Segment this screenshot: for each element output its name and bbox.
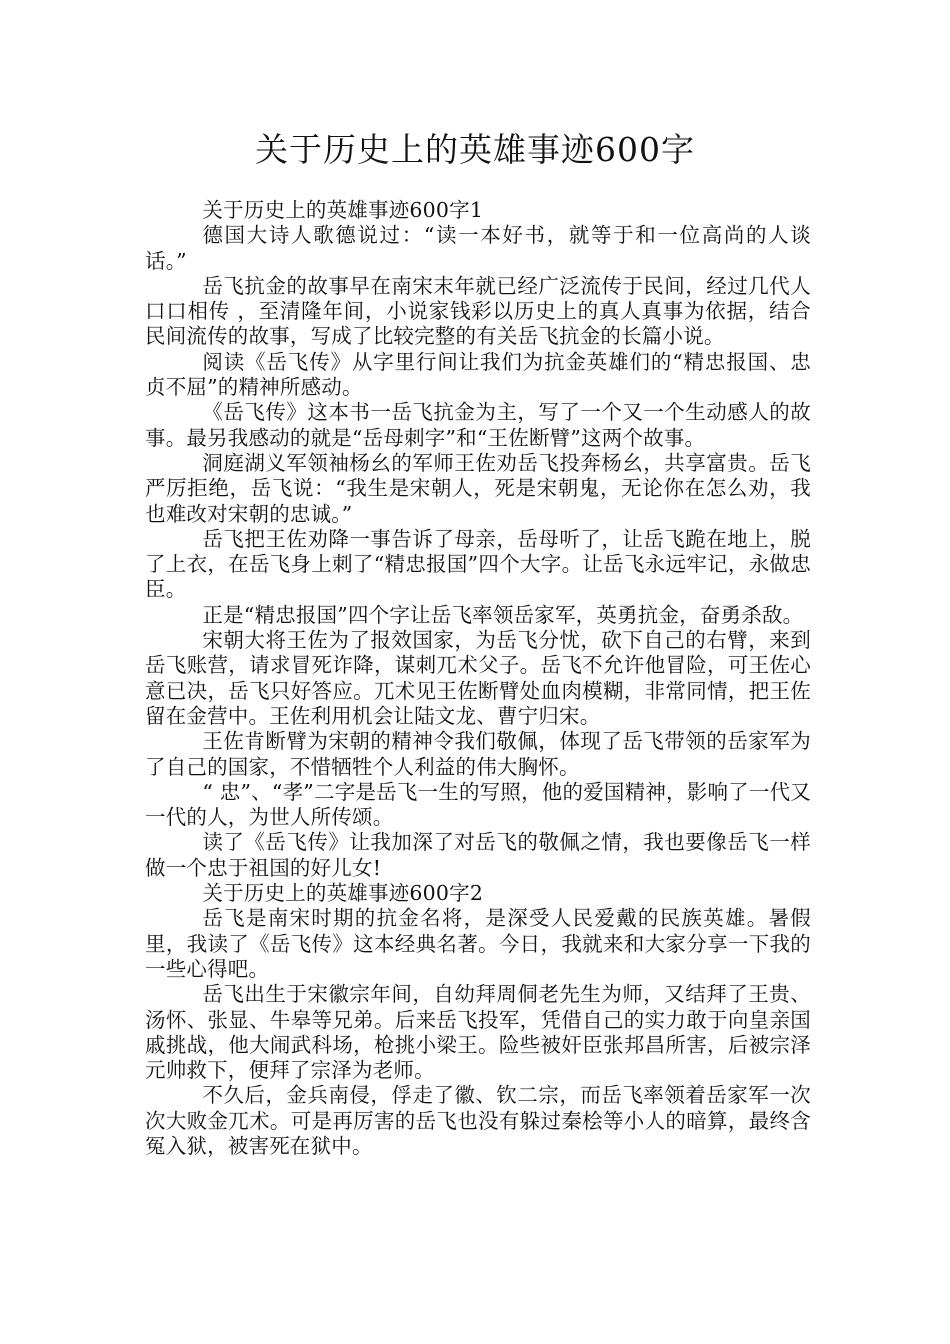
paragraph: 《岳飞传》这本书一岳飞抗金为主，写了一个又一个生动感人的故事。最另我感动的就是“岳母刺字”和“王佐断臂”这两个故事。 — [145, 400, 811, 450]
paragraph: 岳飞出生于宋徽宗年间，自幼拜周侗老先生为师，又结拜了王贵、汤怀、张显、牛皋等兄弟。后来岳飞投军，凭借自己的实力敢于向皇亲国戚挑战，他大闹武科场，枪挑小梁王。险些被奸臣张邦昌所害，后被宗泽元帅救下，便拜了宗泽为老师。 — [145, 982, 811, 1083]
paragraph: 岳飞把王佐劝降一事告诉了母亲，岳母听了，让岳飞跪在地上，脱了上衣，在岳飞身上刺了“精忠报国”四个大字。让岳飞永远牢记，永做忠臣。 — [145, 526, 811, 602]
paragraph: 宋朝大将王佐为了报效国家，为岳飞分忧，砍下自己的右臂，来到岳飞账营，请求冒死诈降，谋刺兀术父子。岳飞不允许他冒险，可王佐心意已决，岳飞只好答应。兀术见王佐断臂处血肉模糊，非常同情，把王佐留在金营中。王佐利用机会让陆文龙、曹宁归宋。 — [145, 628, 811, 728]
paragraph: 岳飞抗金的故事早在南宋末年就已经广泛流传于民间，经过几代人口口相传 ，至清隆年间，小说家钱彩以历史上的真人真事为依据，结合民间流传的故事，写成了比较完整的有关岳飞抗金的长篇小说。 — [145, 273, 811, 349]
paragraph: 阅读《岳飞传》从字里行间让我们为抗金英雄们的“精忠报国、忠贞不屈”的精神所感动。 — [145, 349, 811, 400]
section-heading-2: 关于历史上的英雄事迹600字2 — [202, 881, 484, 906]
paragraph: 洞庭湖义军领袖杨幺的军师王佐劝岳飞投奔杨幺，共享富贵。岳飞严厉拒绝，岳飞说：“我生是宋朝人，死是宋朝鬼，无论你在怎么劝，我也难改对宋朝的忠诚。” — [145, 450, 811, 526]
paragraph: 岳飞是南宋时期的抗金名将，是深受人民爱戴的民族英雄。暑假里，我读了《岳飞传》这本经典名著。今日，我就来和大家分享一下我的一些心得吧。 — [145, 906, 811, 981]
document-body — [145, 198, 811, 1159]
paragraph: “ 忠”、“孝”二字是岳飞一生的写照，他的爱国精神，影响了一代又一代的人，为世人所传颂。 — [145, 779, 811, 830]
paragraph: 德国大诗人歌德说过：“读一本好书，就等于和一位高尚的人谈话。” — [145, 223, 811, 273]
paragraph: 读了《岳飞传》让我加深了对岳飞的敬佩之情，我也要像岳飞一样做一个忠于祖国的好儿女! — [145, 830, 811, 880]
paragraph: 王佐肯断臂为宋朝的精神令我们敬佩，体现了岳飞带领的岳家军为了自己的国家，不惜牺牲个人利益的伟大胸怀。 — [145, 729, 811, 779]
document-title: 关于历史上的英雄事迹600字 — [255, 130, 695, 169]
paragraph: 正是“精忠报国”四个字让岳飞率领岳家军，英勇抗金，奋勇杀敌。 — [202, 602, 804, 627]
section-heading-1: 关于历史上的英雄事迹600字1 — [202, 198, 484, 222]
paragraph: 不久后，金兵南侵，俘走了徽、钦二宗，而岳飞率领着岳家军一次次大败金兀术。可是再厉害的岳飞也没有躲过秦桧等小人的暗算，最终含冤入狱，被害死在狱中。 — [145, 1083, 811, 1158]
